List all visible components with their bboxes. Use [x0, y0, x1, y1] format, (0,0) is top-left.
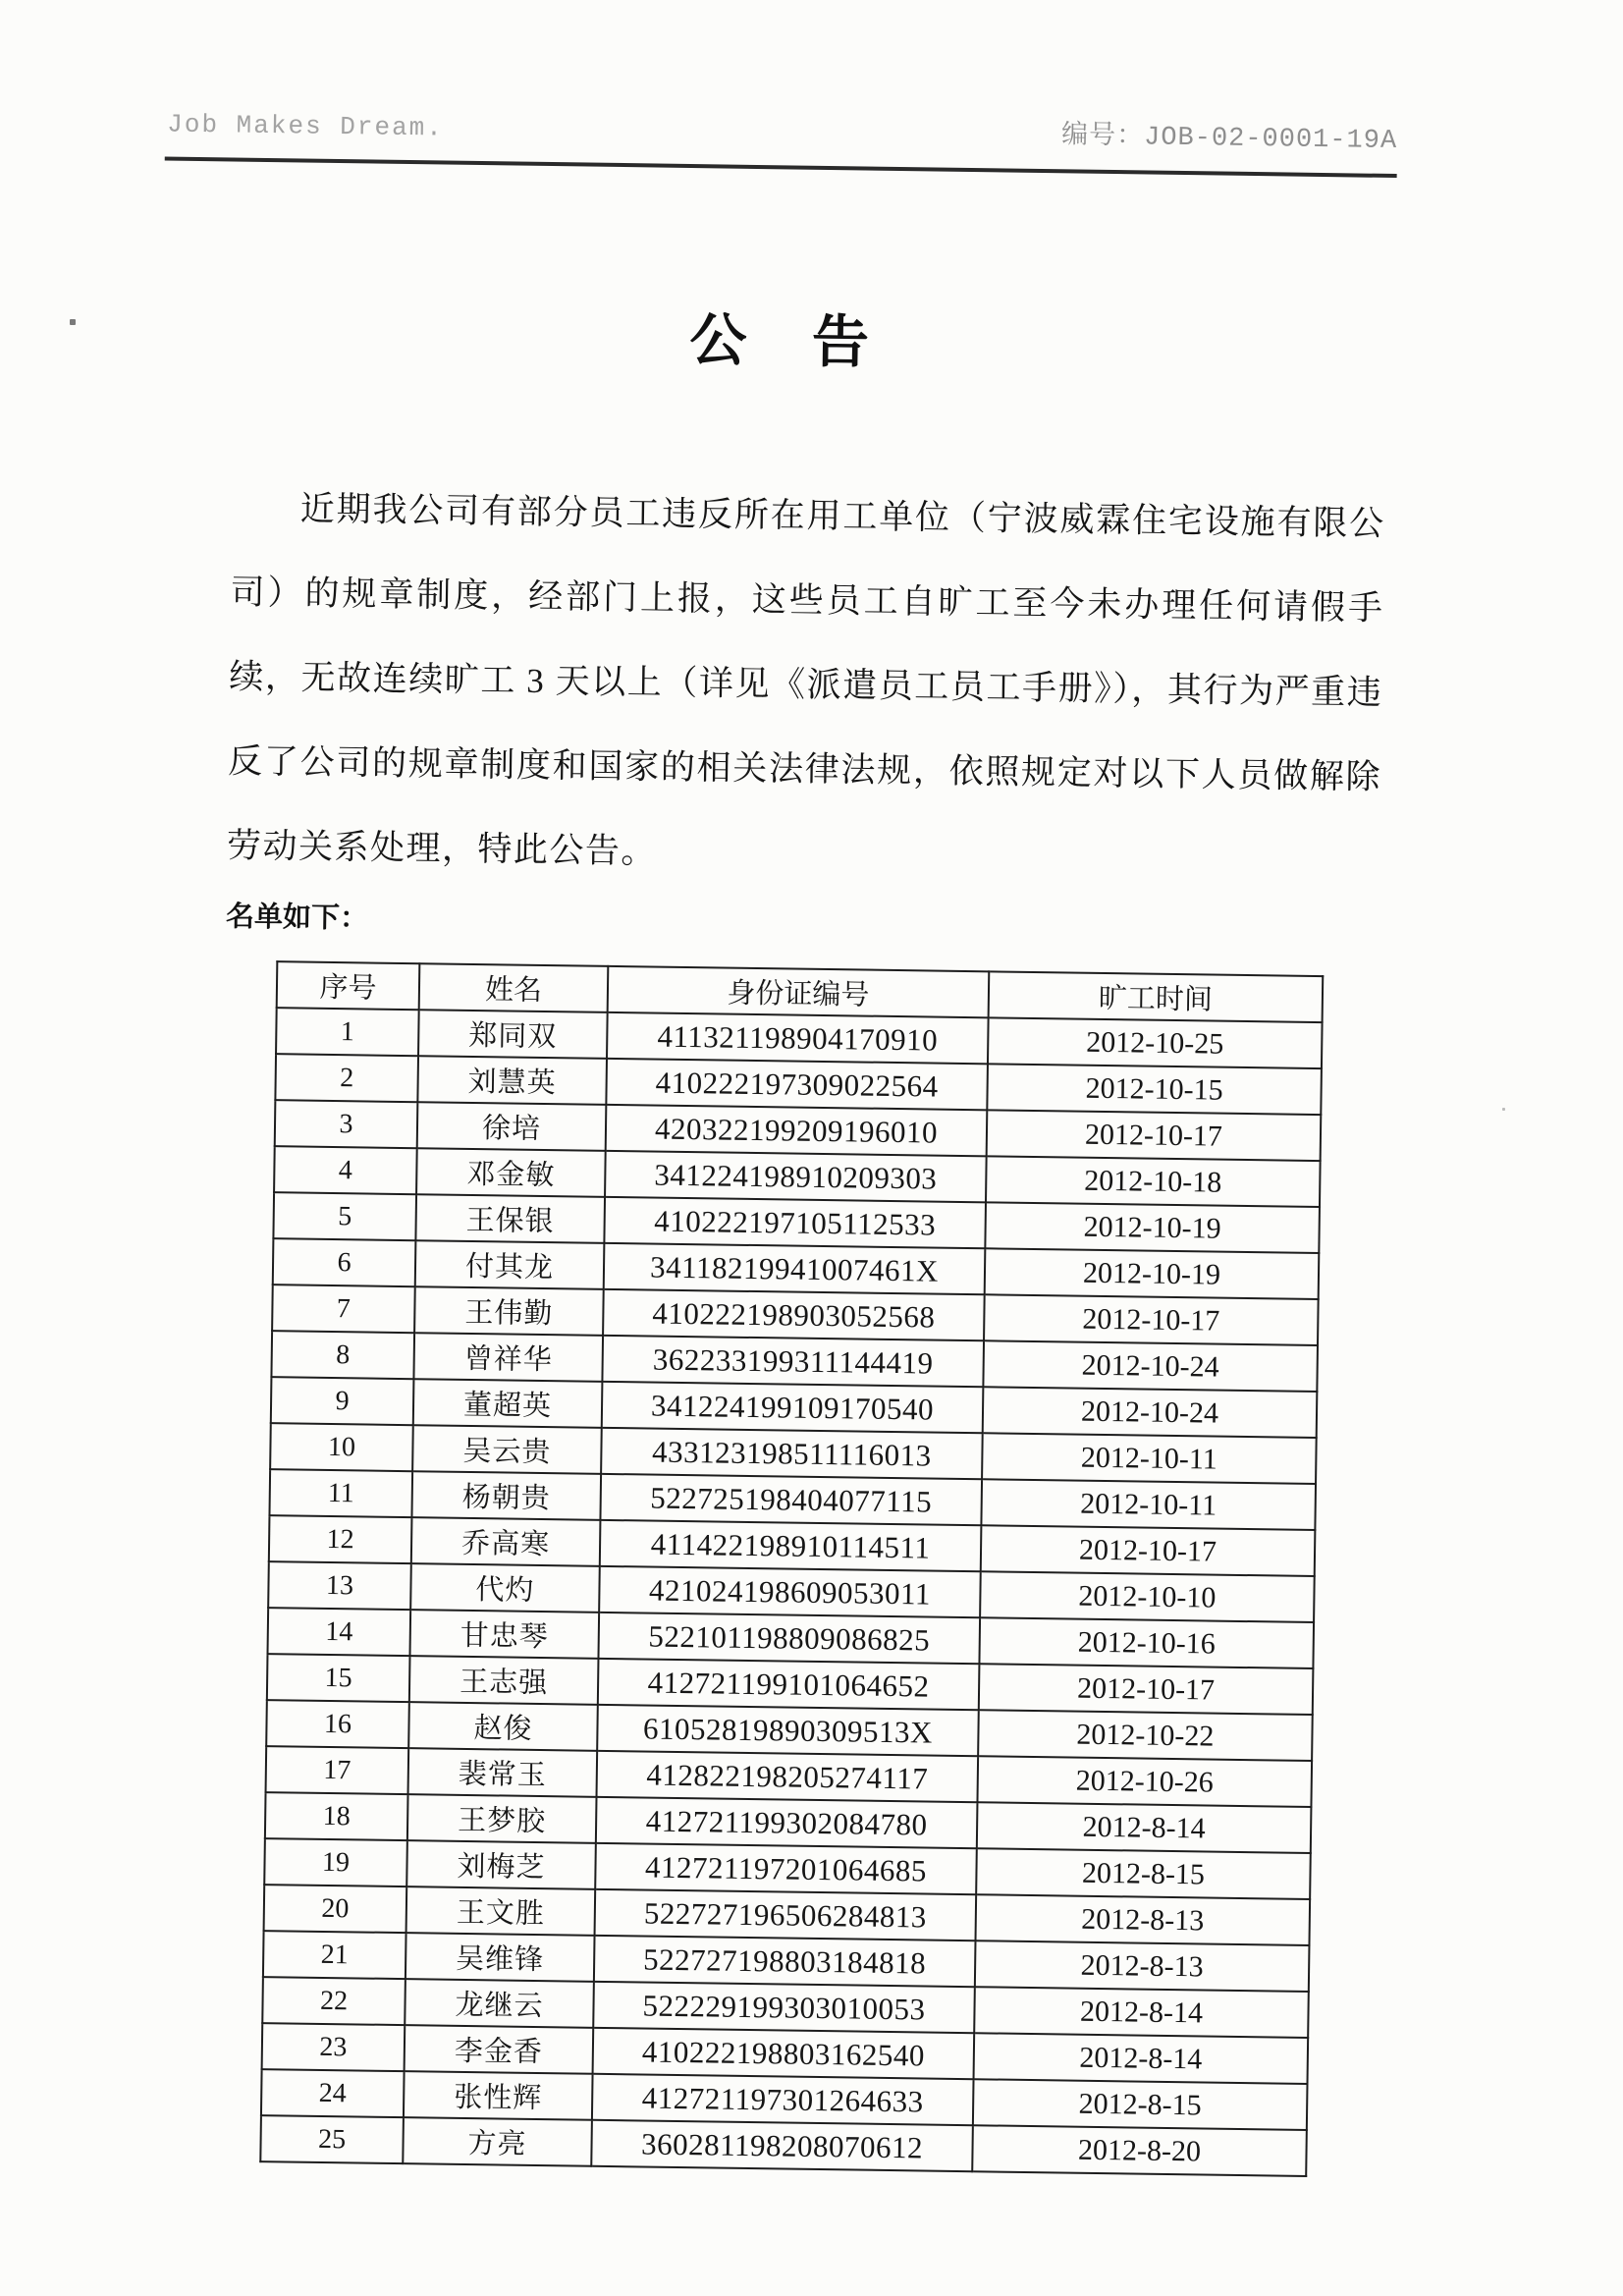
cell-index: 11 — [269, 1469, 412, 1517]
cell-absence-date: 2012-8-20 — [972, 2125, 1307, 2176]
cell-index: 7 — [272, 1285, 415, 1333]
cell-name: 杨朝贵 — [411, 1471, 601, 1520]
cell-id-number: 412721199101064652 — [598, 1659, 980, 1710]
cell-absence-date: 2012-10-11 — [981, 1479, 1316, 1530]
cell-name: 曾祥华 — [413, 1333, 603, 1382]
cell-id-number: 412822198205274117 — [597, 1751, 979, 1802]
cell-absence-date: 2012-10-10 — [980, 1571, 1315, 1622]
cell-id-number: 420322199209196010 — [606, 1105, 988, 1156]
cell-id-number: 412721197301264633 — [592, 2074, 974, 2125]
cell-name: 王梦胶 — [407, 1794, 597, 1843]
cell-id-number: 411422198910114511 — [600, 1520, 982, 1571]
cell-name: 王文胜 — [406, 1886, 596, 1936]
cell-name: 徐培 — [417, 1102, 607, 1151]
cell-absence-date: 2012-8-14 — [974, 2033, 1309, 2084]
cell-absence-date: 2012-10-18 — [986, 1156, 1321, 1207]
col-header-name: 姓名 — [419, 963, 609, 1012]
cell-index: 23 — [262, 2023, 406, 2071]
cell-absence-date: 2012-10-11 — [982, 1433, 1317, 1484]
cell-name: 代灼 — [410, 1563, 600, 1613]
list-label: 名单如下： — [225, 901, 369, 935]
scan-artifact-dot — [1502, 1108, 1505, 1111]
cell-name: 王志强 — [409, 1656, 599, 1705]
cell-id-number: 522229199303010053 — [593, 1982, 975, 2033]
cell-name: 裴常玉 — [408, 1748, 598, 1797]
cell-name: 王伟勤 — [414, 1286, 604, 1336]
cell-absence-date: 2012-8-13 — [975, 1941, 1310, 1992]
cell-id-number: 341224198910209303 — [605, 1151, 987, 1202]
dismissal-roster-table — [259, 960, 1324, 2177]
cell-name: 吴维锋 — [406, 1933, 595, 1982]
cell-absence-date: 2012-10-15 — [987, 1064, 1322, 1115]
cell-absence-date: 2012-10-19 — [985, 1248, 1320, 1299]
cell-name: 龙继云 — [405, 1979, 594, 2028]
cell-id-number: 411321198904170910 — [607, 1012, 989, 1064]
cell-absence-date: 2012-10-26 — [977, 1756, 1312, 1807]
cell-id-number: 522101198809086825 — [598, 1613, 980, 1664]
cell-absence-date: 2012-8-14 — [977, 1802, 1312, 1853]
cell-index: 22 — [262, 1977, 406, 2025]
document-number-value: JOB-02-0001-19A — [1143, 123, 1398, 157]
cell-id-number: 410222198803162540 — [593, 2028, 975, 2079]
cell-name: 张性辉 — [404, 2071, 593, 2120]
cell-absence-date: 2012-8-15 — [976, 1848, 1311, 1899]
cell-id-number: 362233199311144419 — [602, 1336, 984, 1387]
cell-index: 15 — [267, 1654, 410, 1702]
page-title: 公 告 — [689, 308, 895, 375]
cell-absence-date: 2012-10-17 — [987, 1110, 1322, 1161]
cell-id-number: 34118219941007461X — [604, 1243, 986, 1294]
cell-index: 19 — [264, 1838, 407, 1886]
cell-name: 李金香 — [405, 2025, 594, 2074]
cell-index: 13 — [268, 1561, 411, 1610]
cell-name: 赵俊 — [408, 1702, 598, 1751]
cell-index: 8 — [271, 1331, 414, 1379]
cell-index: 4 — [274, 1146, 417, 1194]
scan-artifact-dot — [70, 319, 76, 325]
cell-index: 10 — [270, 1423, 413, 1471]
cell-index: 2 — [275, 1054, 418, 1102]
cell-index: 20 — [264, 1885, 407, 1933]
cell-id-number: 421024198609053011 — [599, 1566, 981, 1617]
cell-index: 1 — [276, 1008, 419, 1056]
cell-index: 9 — [271, 1377, 414, 1425]
cell-name: 邓金敏 — [416, 1148, 606, 1197]
cell-name: 甘忠琴 — [409, 1610, 599, 1659]
cell-name: 刘梅芝 — [406, 1840, 596, 1889]
cell-absence-date: 2012-10-24 — [983, 1340, 1318, 1392]
cell-index: 3 — [275, 1100, 418, 1148]
cell-id-number: 410222197309022564 — [606, 1059, 988, 1110]
cell-id-number: 410222197105112533 — [604, 1197, 986, 1248]
cell-id-number: 341224199109170540 — [602, 1382, 984, 1433]
cell-absence-date: 2012-8-15 — [973, 2079, 1308, 2130]
cell-id-number: 360281198208070612 — [591, 2120, 973, 2171]
cell-absence-date: 2012-10-24 — [983, 1387, 1318, 1438]
cell-id-number: 412721199302084780 — [596, 1797, 978, 1848]
cell-absence-date: 2012-10-19 — [985, 1202, 1320, 1253]
col-header-id-number: 身份证编号 — [608, 966, 990, 1017]
cell-name: 方亮 — [403, 2117, 592, 2166]
cell-id-number: 410222198903052568 — [603, 1289, 985, 1340]
cell-index: 24 — [261, 2069, 405, 2117]
cell-absence-date: 2012-10-16 — [979, 1617, 1314, 1668]
cell-index: 21 — [263, 1931, 406, 1979]
cell-id-number: 61052819890309513X — [597, 1705, 979, 1756]
cell-index: 5 — [273, 1192, 416, 1240]
cell-absence-date: 2012-10-22 — [978, 1710, 1313, 1761]
cell-absence-date: 2012-8-14 — [974, 1987, 1309, 2038]
cell-id-number: 433123198511116013 — [601, 1428, 983, 1479]
cell-index: 12 — [269, 1515, 412, 1563]
cell-absence-date: 2012-10-25 — [988, 1017, 1323, 1068]
announcement-paragraph: 近期我公司有部分员工违反所在用工单位（宁波威霖住宅设施有限公司）的规章制度，经部门上报，这些员工自旷工至今未办理任何请假手续，无故连续旷工 3 天以上（详见《派遣员工员工手册》），其行为严重违反了公司的规章制度和国家的相关法律法规，依照规定对以下人员做解除劳动关系处理，特此公告。 — [226, 489, 1385, 871]
document-number-label: 编号： — [1060, 122, 1145, 153]
cell-index: 18 — [265, 1792, 408, 1840]
table-body — [260, 1008, 1322, 2176]
col-header-index: 序号 — [277, 961, 420, 1010]
cell-id-number: 522727196506284813 — [595, 1889, 977, 1941]
cell-index: 25 — [260, 2115, 404, 2163]
cell-name: 吴云贵 — [412, 1425, 602, 1474]
cell-name: 王保银 — [415, 1194, 605, 1243]
col-header-absence-date: 旷工时间 — [989, 971, 1324, 1022]
cell-index: 17 — [266, 1746, 409, 1794]
cell-absence-date: 2012-10-17 — [981, 1525, 1316, 1576]
cell-name: 董超英 — [413, 1379, 603, 1428]
cell-absence-date: 2012-10-17 — [984, 1294, 1319, 1345]
cell-name: 付其龙 — [415, 1240, 605, 1289]
cell-index: 16 — [266, 1700, 409, 1748]
header-divider — [165, 157, 1397, 179]
cell-id-number: 412721197201064685 — [595, 1843, 977, 1894]
cell-id-number: 522725198404077115 — [600, 1474, 982, 1525]
cell-absence-date: 2012-10-17 — [979, 1664, 1314, 1715]
cell-name: 刘慧英 — [417, 1056, 607, 1105]
cell-name: 乔高寒 — [411, 1517, 601, 1566]
cell-name: 郑同双 — [418, 1010, 608, 1059]
company-slogan: Job Makes Dream. — [167, 109, 445, 143]
cell-index: 6 — [273, 1238, 416, 1286]
document-number — [1061, 112, 1398, 156]
cell-index: 14 — [268, 1608, 411, 1656]
cell-absence-date: 2012-8-13 — [975, 1894, 1310, 1945]
cell-id-number: 522727198803184818 — [594, 1936, 976, 1987]
page-header — [0, 0, 1623, 159]
